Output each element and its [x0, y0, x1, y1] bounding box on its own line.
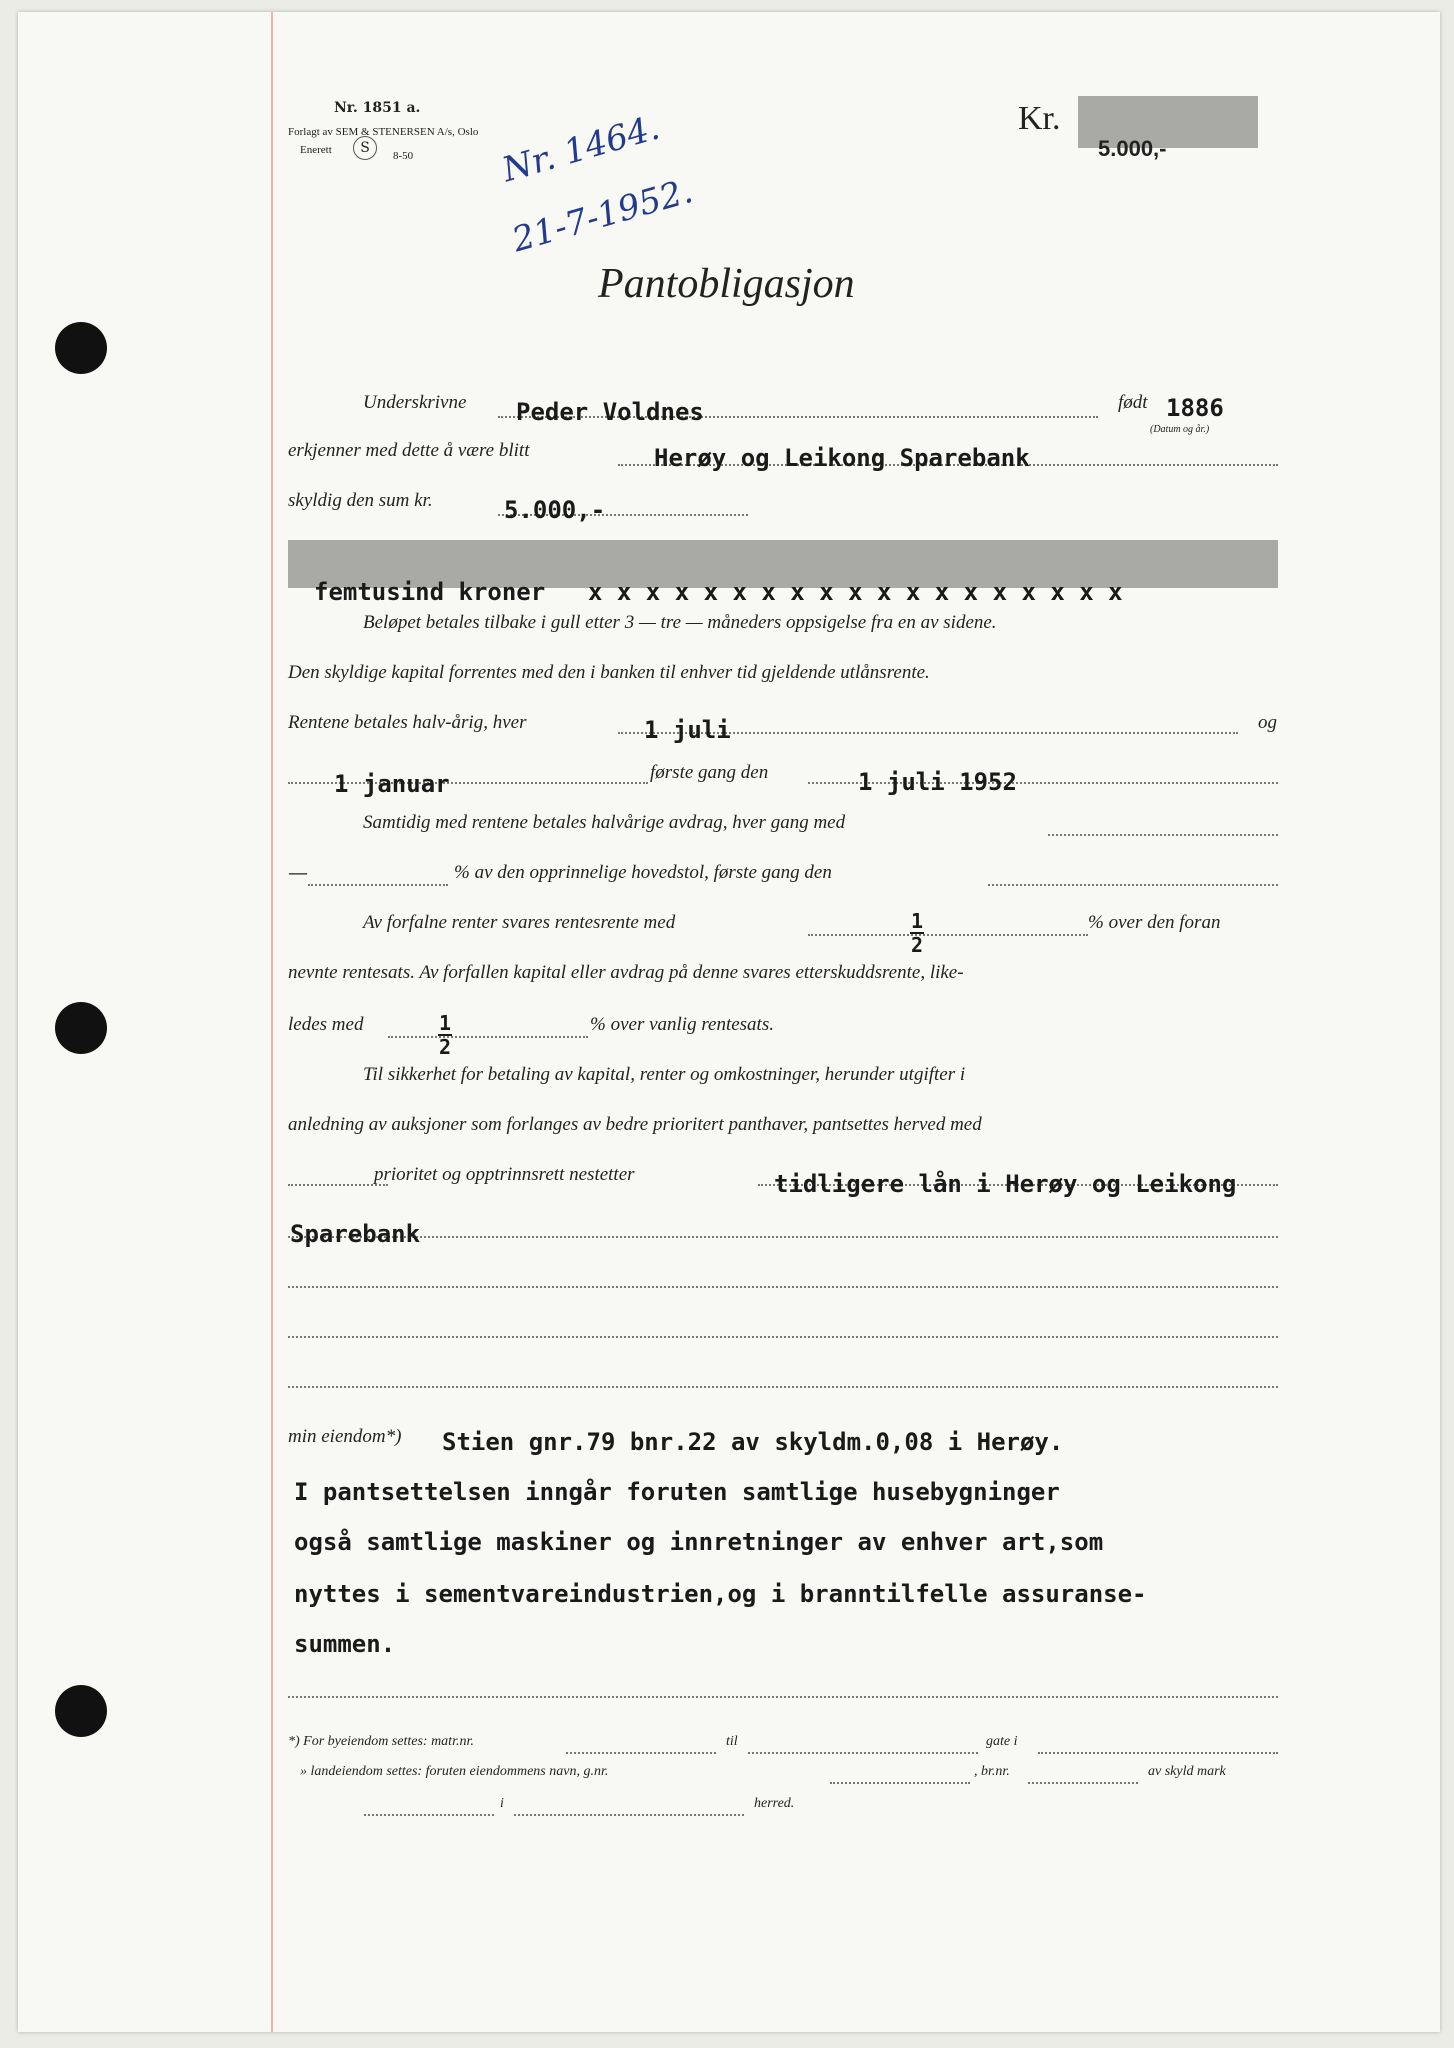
property-line-1: Stien gnr.79 bnr.22 av skyldm.0,08 i Herøy.	[442, 1428, 1064, 1456]
form-number: Nr. 1851 a.	[334, 100, 421, 116]
footnote-line-1a: *) For byeiendom settes: matr.nr.	[288, 1734, 474, 1749]
handwritten-reference: Nr. 1464.	[498, 107, 664, 191]
born-value: 1886	[1166, 394, 1224, 422]
footnote-line-2b: , br.nr.	[974, 1764, 1010, 1779]
undersigned-label: Underskrivne	[363, 392, 467, 413]
dotted-line	[388, 1036, 588, 1038]
footnote-line-3a: i	[500, 1796, 504, 1811]
owe-amount: 5.000,-	[504, 496, 606, 524]
property-label: min eiendom*)	[288, 1426, 402, 1447]
repay-terms: Beløpet betales tilbake i gull etter 3 — tre — måneders oppsigelse fra en av sidene.	[363, 612, 997, 633]
ledes-numerator: 1	[438, 1011, 452, 1035]
binder-margin-line	[271, 12, 273, 2032]
dotted-line	[288, 1286, 1278, 1288]
punch-hole	[55, 322, 107, 374]
security-line-2: anledning av auksjoner som forlanges av bedre prioritert panthaver, pantsettes herved med	[288, 1114, 982, 1135]
property-line-4: nyttes i sementvareindustrien,og i branntilfelle assuranse-	[294, 1580, 1147, 1608]
amount-prefix: Kr.	[1018, 100, 1061, 137]
dotted-line	[1028, 1782, 1138, 1784]
overdue-label: Av forfalne renter svares rentesrente med	[363, 912, 676, 933]
amount-fill: x x x x x x x x x x x x x x x x x x x	[588, 578, 1123, 606]
priority-value-1: tidligere lån i Herøy og Leikong	[774, 1170, 1237, 1198]
dotted-line	[288, 1386, 1278, 1388]
dotted-line	[288, 1696, 1278, 1698]
ledes-after: % over vanlig rentesats.	[590, 1014, 774, 1035]
publisher-code: 8-50	[393, 150, 414, 162]
dotted-line	[288, 1184, 388, 1186]
dotted-line	[1038, 1752, 1278, 1754]
dotted-line	[364, 1814, 494, 1816]
dotted-line	[1048, 834, 1278, 836]
ledes-fraction	[438, 1012, 452, 1058]
dotted-line	[288, 1336, 1278, 1338]
acknowledge-label: erkjenner med dette å være blitt	[288, 440, 530, 461]
publisher-enerett: Enerett	[300, 144, 332, 156]
footnote-line-1c: gate i	[986, 1734, 1018, 1749]
dotted-line	[988, 884, 1278, 886]
property-line-5: summen.	[294, 1630, 396, 1658]
owe-label: skyldig den sum kr.	[288, 490, 433, 511]
punch-hole	[55, 1002, 107, 1054]
dotted-line	[288, 1236, 1278, 1238]
ledes-denominator: 2	[438, 1035, 452, 1059]
punch-hole	[55, 1685, 107, 1737]
publisher-line: Forlagt av SEM & STENERSEN A/s, Oslo	[288, 126, 479, 138]
dotted-line	[748, 1752, 978, 1754]
amount-in-words: femtusind kroner	[314, 578, 546, 606]
dotted-line	[514, 1814, 744, 1816]
og-label: og	[1258, 712, 1277, 733]
dotted-line	[830, 1782, 970, 1784]
priority-label: prioritet og opptrinnsrett nestetter	[374, 1164, 635, 1185]
amount-value: 5.000,-	[1098, 136, 1167, 161]
publisher-logo: S	[353, 136, 377, 160]
footnote-line-1b: til	[726, 1734, 738, 1749]
priority-value-2: Sparebank	[290, 1220, 421, 1248]
overdue-line-2: nevnte rentesats. Av forfallen kapital eller avdrag på denne svares etterskuddsrente, like-	[288, 962, 964, 983]
property-line-3: også samtlige maskiner og innretninger av enhver art,som	[294, 1528, 1104, 1556]
creditor-name: Herøy og Leikong Sparebank	[654, 444, 1030, 472]
born-hint: (Datum og år.)	[1150, 424, 1210, 435]
document-page	[18, 12, 1440, 2032]
overdue-numerator: 1	[910, 909, 924, 933]
handwritten-date: 21-7-1952.	[508, 170, 698, 261]
dotted-line	[308, 884, 448, 886]
halfyear-label: Rentene betales halv-årig, hver	[288, 712, 527, 733]
dotted-line	[808, 934, 1088, 936]
halfyear-date-1: 1 juli	[644, 716, 731, 744]
undersigned-name: Peder Voldnes	[516, 398, 704, 426]
footnote-line-2c: av skyld mark	[1148, 1764, 1226, 1779]
percent-original-label: % av den opprinnelige hovedstol, første gang den	[454, 862, 832, 883]
halfyear-date-2: 1 januar	[334, 770, 450, 798]
dotted-line	[566, 1752, 716, 1754]
security-line-1: Til sikkerhet for betaling av kapital, renter og omkostninger, herunder utgifter i	[363, 1064, 966, 1085]
first-time-label: første gang den	[650, 762, 769, 783]
page-title: Pantobligasjon	[598, 261, 855, 307]
overdue-denominator: 2	[910, 933, 924, 957]
interest-terms: Den skyldige kapital forrentes med den i banken til enhver tid gjeldende utlånsrente.	[288, 662, 930, 683]
installment-value: —	[288, 860, 308, 884]
footnote-line-2a: » landeiendom settes: foruten eiendommens navn, g.nr.	[300, 1764, 609, 1779]
overdue-fraction	[910, 910, 924, 956]
overdue-after: % over den foran	[1088, 912, 1221, 933]
installment-label: Samtidig med rentene betales halvårige avdrag, hver gang med	[363, 812, 846, 833]
born-label: født	[1118, 392, 1148, 413]
footnote-line-3b: herred.	[754, 1796, 795, 1811]
first-time-date: 1 juli 1952	[858, 768, 1017, 796]
ledes-label: ledes med	[288, 1014, 364, 1035]
property-line-2: I pantsettelsen inngår foruten samtlige husebygninger	[294, 1478, 1060, 1506]
